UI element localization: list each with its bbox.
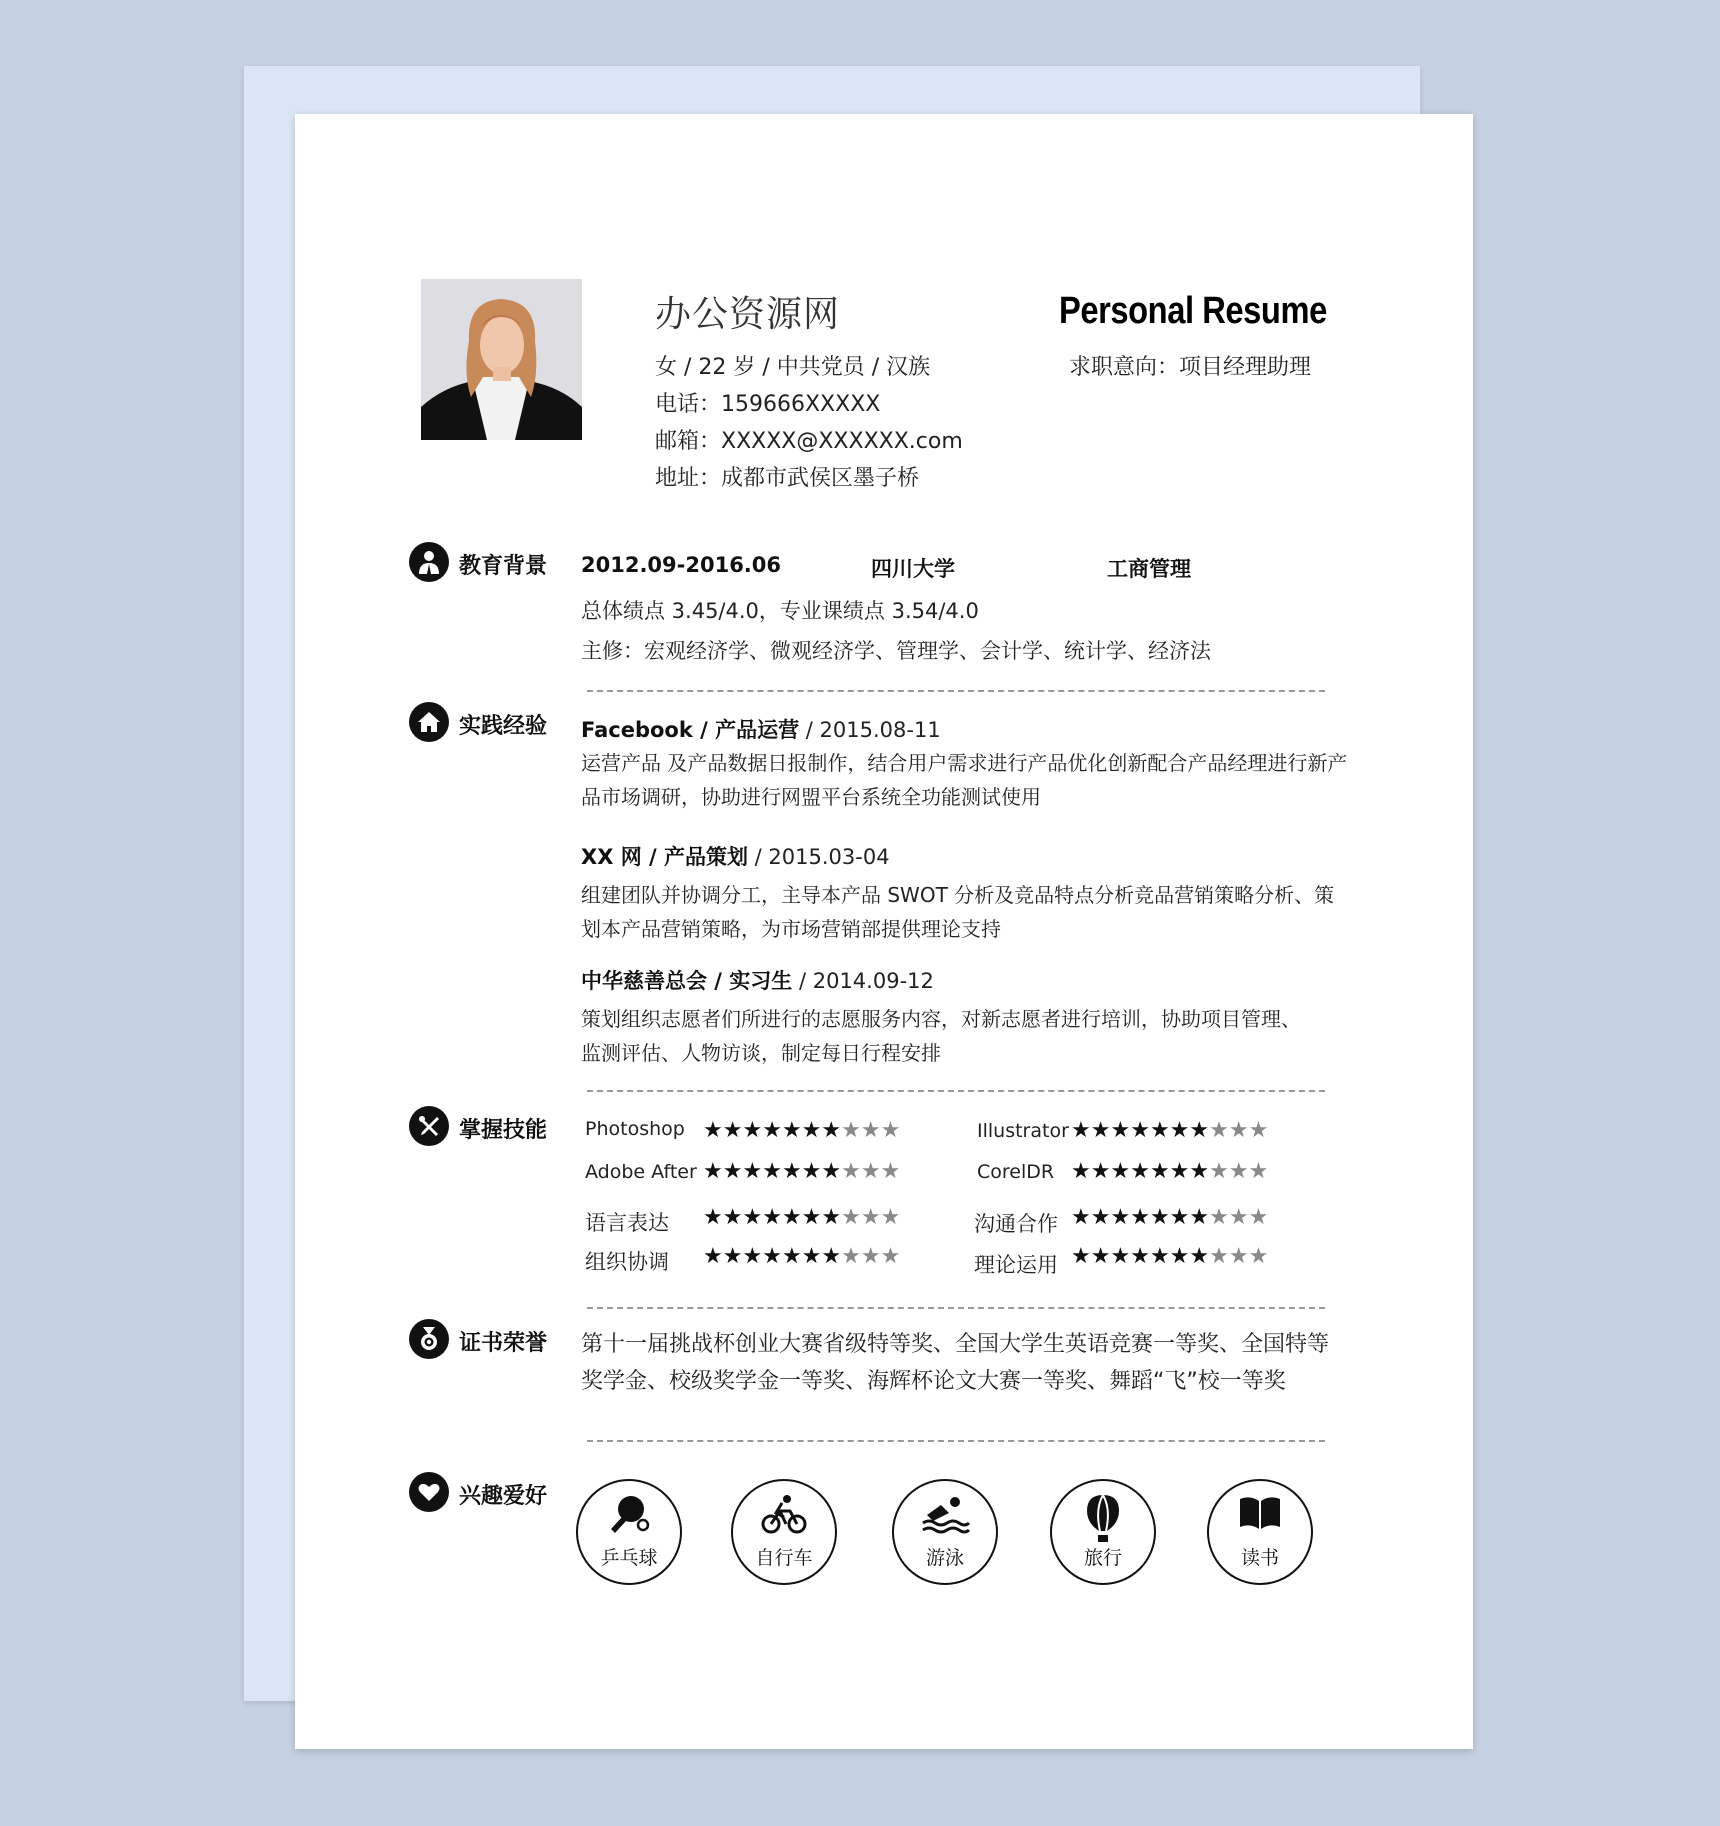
star-filled-icon: ★ — [1130, 1118, 1150, 1143]
star-filled-icon: ★ — [1189, 1244, 1210, 1269]
skill-rating — [703, 1205, 900, 1230]
resume-title: Personal Resume — [1059, 290, 1327, 332]
applicant-name: 办公资源网 — [655, 294, 841, 335]
star-empty-icon: ★ — [860, 1244, 881, 1269]
star-empty-icon: ★ — [860, 1118, 881, 1143]
star-filled-icon: ★ — [1149, 1244, 1170, 1269]
experience-org-role: 中华慈善总会 / 实习生 — [581, 969, 793, 993]
skill-rating — [703, 1244, 900, 1269]
education-gpa: 总体绩点 3.45/4.0，专业课绩点 3.54/4.0 — [581, 599, 979, 623]
experience-desc: 组建团队并协调分工，主导本产品 SWOT 分析及竞品特点分析竞品营销策略分析、策 — [581, 883, 1335, 907]
education-courses: 主修：宏观经济学、微观经济学、管理学、会计学、统计学、经济法 — [581, 639, 1211, 663]
education-school: 四川大学 — [871, 557, 955, 581]
skill-label: Photoshop — [585, 1118, 685, 1140]
star-empty-icon: ★ — [860, 1159, 881, 1184]
star-filled-icon: ★ — [722, 1205, 743, 1230]
star-filled-icon: ★ — [1169, 1159, 1190, 1184]
star-filled-icon: ★ — [742, 1118, 763, 1143]
skill-rating — [703, 1159, 900, 1184]
experience-desc: 运营产品 及产品数据日报制作，结合用户需求进行产品优化创新配合产品经理进行新产 — [581, 751, 1348, 775]
star-filled-icon: ★ — [1110, 1118, 1131, 1143]
experience-title: 实践经验 — [459, 714, 548, 739]
star-filled-icon: ★ — [722, 1159, 743, 1184]
star-empty-icon: ★ — [1248, 1205, 1269, 1230]
star-filled-icon: ★ — [1071, 1118, 1091, 1143]
star-filled-icon: ★ — [703, 1118, 723, 1143]
star-filled-icon: ★ — [1071, 1205, 1091, 1230]
awards-text: 第十一届挑战杯创业大赛省级特等奖、全国大学生英语竞赛一等奖、全国特等 — [581, 1332, 1330, 1357]
skill-label: Illustrator — [977, 1120, 1069, 1142]
star-filled-icon: ★ — [703, 1159, 723, 1184]
star-filled-icon: ★ — [1071, 1159, 1091, 1184]
experience-desc: 品市场调研，协助进行网盟平台系统全功能测试使用 — [581, 785, 1041, 809]
experience-date: / 2015.03-04 — [748, 845, 890, 869]
resume-page — [295, 114, 1473, 1749]
star-empty-icon: ★ — [1248, 1159, 1269, 1184]
skill-label: Adobe After — [585, 1161, 697, 1183]
star-filled-icon: ★ — [1149, 1159, 1170, 1184]
star-filled-icon: ★ — [1090, 1159, 1111, 1184]
phone-text: 电话：159666XXXXX — [655, 392, 881, 417]
skill-rating — [1071, 1244, 1268, 1269]
star-empty-icon: ★ — [1209, 1159, 1229, 1184]
skill-rating — [1071, 1118, 1268, 1143]
address-text: 地址：成都市武侯区墨子桥 — [655, 466, 920, 491]
star-empty-icon: ★ — [880, 1205, 901, 1230]
star-filled-icon: ★ — [762, 1244, 782, 1269]
profile-photo — [421, 279, 582, 440]
star-filled-icon: ★ — [781, 1159, 802, 1184]
hobby-item — [731, 1479, 837, 1585]
star-empty-icon: ★ — [1209, 1244, 1229, 1269]
star-empty-icon: ★ — [1209, 1205, 1229, 1230]
experience-item — [581, 965, 934, 995]
experience-desc: 划本产品营销策略，为市场营销部提供理论支持 — [581, 917, 1001, 941]
star-filled-icon: ★ — [762, 1205, 782, 1230]
star-filled-icon: ★ — [762, 1159, 782, 1184]
hobby-item — [1050, 1479, 1156, 1585]
experience-desc: 策划组织志愿者们所进行的志愿服务内容，对新志愿者进行培训，协助项目管理、 — [581, 1007, 1301, 1031]
star-filled-icon: ★ — [781, 1244, 802, 1269]
star-filled-icon: ★ — [1149, 1205, 1170, 1230]
education-period: 2012.09-2016.06 — [581, 553, 782, 577]
experience-item — [581, 841, 890, 871]
star-filled-icon: ★ — [801, 1159, 822, 1184]
skills-title: 掌握技能 — [459, 1118, 548, 1143]
skill-label: CorelDR — [977, 1161, 1055, 1183]
swimming-icon — [894, 1493, 996, 1537]
star-filled-icon: ★ — [1169, 1118, 1190, 1143]
star-empty-icon: ★ — [841, 1244, 861, 1269]
star-filled-icon: ★ — [781, 1118, 802, 1143]
star-empty-icon: ★ — [1248, 1244, 1269, 1269]
star-filled-icon: ★ — [801, 1118, 822, 1143]
star-filled-icon: ★ — [703, 1244, 723, 1269]
star-filled-icon: ★ — [742, 1244, 763, 1269]
hobby-item — [1207, 1479, 1313, 1585]
star-filled-icon: ★ — [1169, 1244, 1190, 1269]
star-empty-icon: ★ — [1248, 1118, 1269, 1143]
skill-label: 组织协调 — [585, 1250, 669, 1274]
star-filled-icon: ★ — [722, 1118, 743, 1143]
awards-text: 奖学金、校级奖学金一等奖、海辉杯论文大赛一等奖、舞蹈“飞”校一等奖 — [581, 1369, 1286, 1394]
star-empty-icon: ★ — [1228, 1118, 1249, 1143]
education-title: 教育背景 — [459, 554, 548, 579]
star-filled-icon: ★ — [703, 1205, 723, 1230]
star-empty-icon: ★ — [841, 1118, 861, 1143]
job-objective: 求职意向：项目经理助理 — [1069, 355, 1312, 380]
star-filled-icon: ★ — [1110, 1159, 1131, 1184]
tools-icon — [409, 1106, 449, 1146]
divider — [587, 1440, 1325, 1442]
star-filled-icon: ★ — [1189, 1205, 1210, 1230]
hobby-label: 自行车 — [755, 1547, 813, 1569]
star-filled-icon: ★ — [821, 1159, 842, 1184]
home-icon — [409, 702, 449, 742]
skill-rating — [703, 1118, 900, 1143]
star-filled-icon: ★ — [821, 1118, 842, 1143]
hobbies-title: 兴趣爱好 — [459, 1484, 548, 1509]
book-icon — [1209, 1493, 1311, 1533]
star-empty-icon: ★ — [1228, 1159, 1249, 1184]
bicycle-icon — [733, 1493, 835, 1537]
hobby-label: 游泳 — [925, 1547, 964, 1569]
star-filled-icon: ★ — [1090, 1244, 1111, 1269]
ping-pong-icon — [578, 1493, 680, 1537]
awards-title: 证书荣誉 — [459, 1331, 548, 1356]
star-filled-icon: ★ — [1189, 1118, 1210, 1143]
hobby-label: 旅行 — [1083, 1547, 1122, 1569]
star-empty-icon: ★ — [841, 1205, 861, 1230]
hobby-label: 乒乓球 — [600, 1547, 658, 1569]
experience-date: / 2015.08-11 — [799, 718, 941, 742]
star-filled-icon: ★ — [781, 1205, 802, 1230]
star-empty-icon: ★ — [880, 1159, 901, 1184]
star-filled-icon: ★ — [1130, 1205, 1150, 1230]
star-filled-icon: ★ — [821, 1205, 842, 1230]
star-filled-icon: ★ — [1169, 1205, 1190, 1230]
hot-air-balloon-icon — [1052, 1493, 1154, 1543]
star-empty-icon: ★ — [860, 1205, 881, 1230]
star-filled-icon: ★ — [801, 1205, 822, 1230]
skill-label: 语言表达 — [585, 1211, 669, 1235]
experience-org-role: Facebook / 产品运营 — [581, 718, 800, 742]
star-filled-icon: ★ — [1090, 1205, 1111, 1230]
heart-icon — [409, 1472, 449, 1512]
divider — [587, 1307, 1325, 1309]
experience-org-role: XX 网 / 产品策划 — [581, 845, 748, 869]
experience-date: / 2014.09-12 — [792, 969, 934, 993]
star-filled-icon: ★ — [801, 1244, 822, 1269]
star-filled-icon: ★ — [1149, 1118, 1170, 1143]
divider — [587, 690, 1325, 692]
hobby-item — [576, 1479, 682, 1585]
star-empty-icon: ★ — [1228, 1205, 1249, 1230]
skill-label: 理论运用 — [974, 1253, 1058, 1277]
star-filled-icon: ★ — [742, 1205, 763, 1230]
star-filled-icon: ★ — [742, 1159, 763, 1184]
divider — [587, 1090, 1325, 1092]
star-empty-icon: ★ — [1209, 1118, 1229, 1143]
star-filled-icon: ★ — [722, 1244, 743, 1269]
star-empty-icon: ★ — [1228, 1244, 1249, 1269]
star-filled-icon: ★ — [1110, 1205, 1131, 1230]
star-filled-icon: ★ — [1130, 1244, 1150, 1269]
star-filled-icon: ★ — [1189, 1159, 1210, 1184]
star-empty-icon: ★ — [880, 1244, 901, 1269]
email-text: 邮箱：XXXXX@XXXXXX.com — [655, 429, 963, 454]
skill-rating — [1071, 1205, 1268, 1230]
education-major: 工商管理 — [1107, 557, 1191, 581]
star-filled-icon: ★ — [1071, 1244, 1091, 1269]
star-empty-icon: ★ — [880, 1118, 901, 1143]
experience-desc: 监测评估、人物访谈，制定每日行程安排 — [581, 1041, 941, 1065]
skill-label: 沟通合作 — [974, 1212, 1058, 1236]
user-icon — [409, 542, 449, 582]
basic-info: 女 / 22 岁 / 中共党员 / 汉族 — [655, 355, 931, 380]
star-filled-icon: ★ — [1130, 1159, 1150, 1184]
star-empty-icon: ★ — [841, 1159, 861, 1184]
star-filled-icon: ★ — [1110, 1244, 1131, 1269]
star-filled-icon: ★ — [762, 1118, 782, 1143]
medal-icon — [409, 1319, 449, 1359]
star-filled-icon: ★ — [1090, 1118, 1111, 1143]
star-filled-icon: ★ — [821, 1244, 842, 1269]
skill-rating — [1071, 1159, 1268, 1184]
experience-item — [581, 714, 941, 744]
hobby-item — [892, 1479, 998, 1585]
hobby-label: 读书 — [1240, 1547, 1279, 1569]
